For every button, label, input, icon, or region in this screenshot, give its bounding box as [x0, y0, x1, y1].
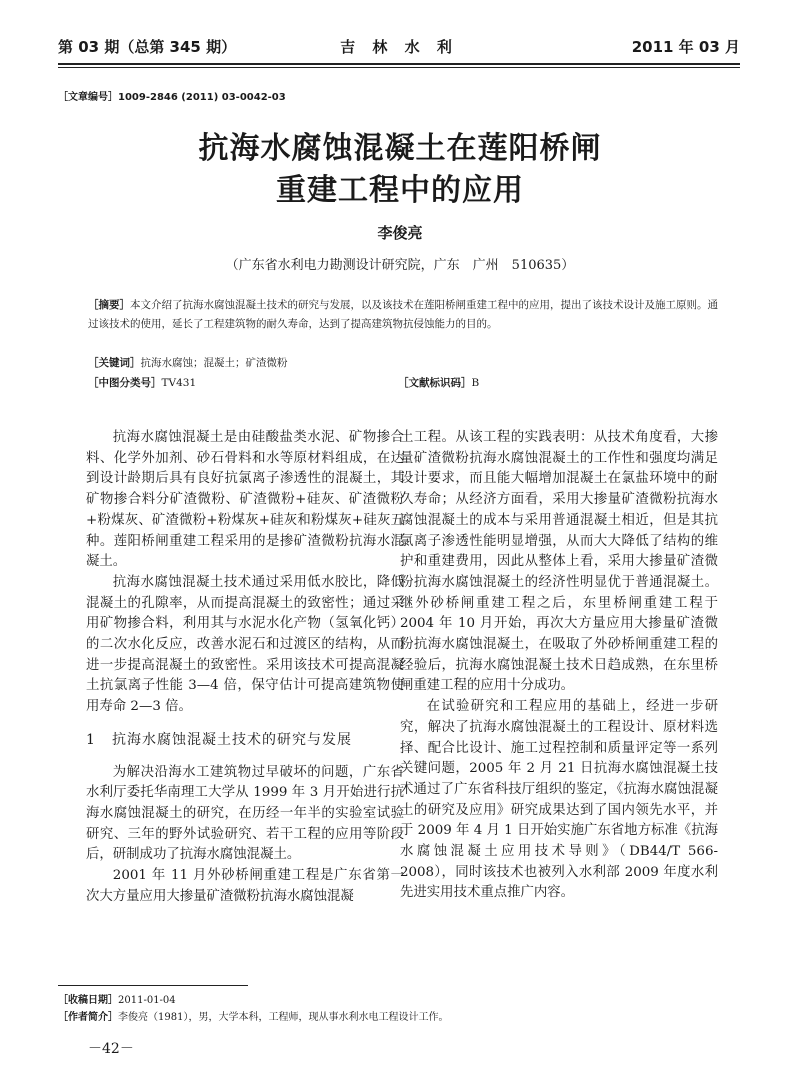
- keywords: [88, 355, 288, 370]
- issue-info: 第 03 期（总第 345 期）: [58, 38, 237, 56]
- section-title: 抗海水腐蚀混凝土技术的研究与发展: [112, 731, 352, 748]
- title-line-2: 重建工程中的应用: [276, 173, 524, 208]
- header-rule-thin: [58, 67, 740, 68]
- clc-number: [88, 375, 196, 390]
- author-bio-text: 李俊亮（1981），男，大学本科，工程师，现从事水利水电工程设计工作。: [118, 1012, 449, 1023]
- footnote-rule: [58, 985, 248, 986]
- received-label: ［收稿日期］: [58, 995, 118, 1006]
- author-affiliation: （广东省水利电力勘测设计研究院，广东 广州 510635）: [225, 258, 575, 273]
- article-title: [0, 128, 800, 212]
- clc-label: ［中图分类号］: [88, 377, 162, 389]
- paragraph: 为解决沿海水工建筑物过早破坏的问题，广东省水利厅委托华南理工大学从 1999 年 3 月开始进行抗海水腐蚀混凝土的研究，在历经一年半的实验室试验研究、三年的野外试验研究、若干工程的应用等阶段后，研制成功了抗海水腐蚀混凝土。: [86, 764, 404, 863]
- paragraph: 2001 年 11 月外砂桥闸重建工程是广东省第一次大方量应用大掺量矿渣微粉抗海水腐蚀混凝: [86, 868, 404, 904]
- received-value: 2011-01-04: [118, 995, 176, 1006]
- document-code: [398, 375, 479, 390]
- issue-date: 2011 年 03 月: [631, 38, 740, 56]
- clc-value: TV431: [161, 377, 197, 389]
- abstract-label: ［摘要］: [88, 299, 130, 311]
- running-header: [58, 36, 740, 62]
- title-line-1: 抗海水腐蚀混凝土在莲阳桥闸: [198, 131, 602, 166]
- doc-code-value: B: [471, 377, 480, 389]
- doc-code-label: ［文献标识码］: [398, 377, 472, 389]
- author-bio: [58, 1008, 448, 1023]
- keywords-text: 抗海水腐蚀；混凝土；矿渣微粉: [140, 357, 288, 369]
- article-number: ［文章编号］1009-2846 (2011) 03-0042-03: [58, 92, 286, 103]
- header-rule: [58, 63, 740, 65]
- abstract-text: 本文介绍了抗海水腐蚀混凝土技术的研究与发展，以及该技术在莲阳桥闸重建工程中的应用，提出了该技术设计及施工原则。通过该技术的使用，延长了工程建筑物的耐久寿命，达到了提高建筑物抗侵蚀能力的目的。: [88, 299, 718, 330]
- journal-name: 吉 林 水 利: [340, 38, 458, 56]
- paragraph: 土工程。从该工程的实践表明：从技术角度看，大掺量矿渣微粉抗海水腐蚀混凝土的工作性和强度均满足设计要求，而且能大幅增加混凝土在氯盐环境中的耐久寿命；从经济方面看，采用大掺量矿渣微粉抗海水腐蚀混凝土的成本与采用普通混凝土相近，但是其抗氯离子渗透性能明显增强，从而大大降低了结构的维护和重建费用，因此从整体上看，采用大掺量矿渣微粉抗海水腐蚀混凝土的经济性明显优于普通混凝土。继外砂桥闸重建工程之后，东里桥闸重建工程于 2004 年 10 月开始，再次大方量应用大掺量矿渣微粉抗海水腐蚀混凝土，在吸取了外砂桥闸重建工程的经验后，抗海水腐蚀混凝土技术日趋成熟，在东里桥闸重建工程的应用十分成功。: [400, 430, 718, 694]
- paragraph: 抗海水腐蚀混凝土是由硅酸盐类水泥、矿物掺合料、化学外加剂、砂石骨料和水等原材料组成，在达到设计龄期后具有良好抗氯离子渗透性的混凝土，其矿物掺合料分矿渣微粉、矿渣微粉+硅灰、矿渣微粉+粉煤灰、矿渣微粉+粉煤灰+硅灰和粉煤灰+硅灰五种。莲阳桥闸重建工程采用的是掺矿渣微粉抗海水混凝土。: [86, 430, 404, 570]
- body-column-left: [86, 428, 404, 907]
- section-heading: [86, 730, 404, 751]
- paragraph: 在试验研究和工程应用的基础上，经进一步研究，解决了抗海水腐蚀混凝土的工程设计、原材料选择、配合比设计、施工过程控制和质量评定等一系列关键问题，2005 年 2 月 21 日抗海水腐蚀混凝土技术通过了广东省科技厅组织的鉴定，《抗海水腐蚀混凝土的研究及应用》研究成果达到了国内领先水平，并于 2009 年 4 月 1 日开始实施广东省地方标准《抗海水腐蚀混凝土应用技术导则》（DB44/T 566-2008），同时该技术也被列入水利部 2009 年度水利先进实用技术重点推广内容。: [400, 699, 718, 901]
- section-number: 1: [86, 731, 96, 748]
- paragraph: 抗海水腐蚀混凝土技术通过采用低水胶比，降低混凝土的孔隙率，从而提高混凝土的致密性；通过采用矿物掺合料，利用其与水泥水化产物（氢氧化钙）的二次水化反应，改善水泥石和过渡区的结构，从而进一步提高混凝土的致密性。采用该技术可提高混凝土抗氯离子性能 3—4 倍，保守估计可提高建筑物使用寿命 2—3 倍。: [86, 574, 404, 715]
- keywords-label: ［关键词］: [88, 357, 141, 369]
- author-bio-label: ［作者简介］: [58, 1012, 118, 1023]
- body-column-right: [400, 428, 718, 904]
- abstract: [88, 296, 728, 334]
- received-date: [58, 991, 176, 1006]
- page-number: －42－: [88, 1041, 134, 1057]
- author-name: 李俊亮: [377, 224, 423, 242]
